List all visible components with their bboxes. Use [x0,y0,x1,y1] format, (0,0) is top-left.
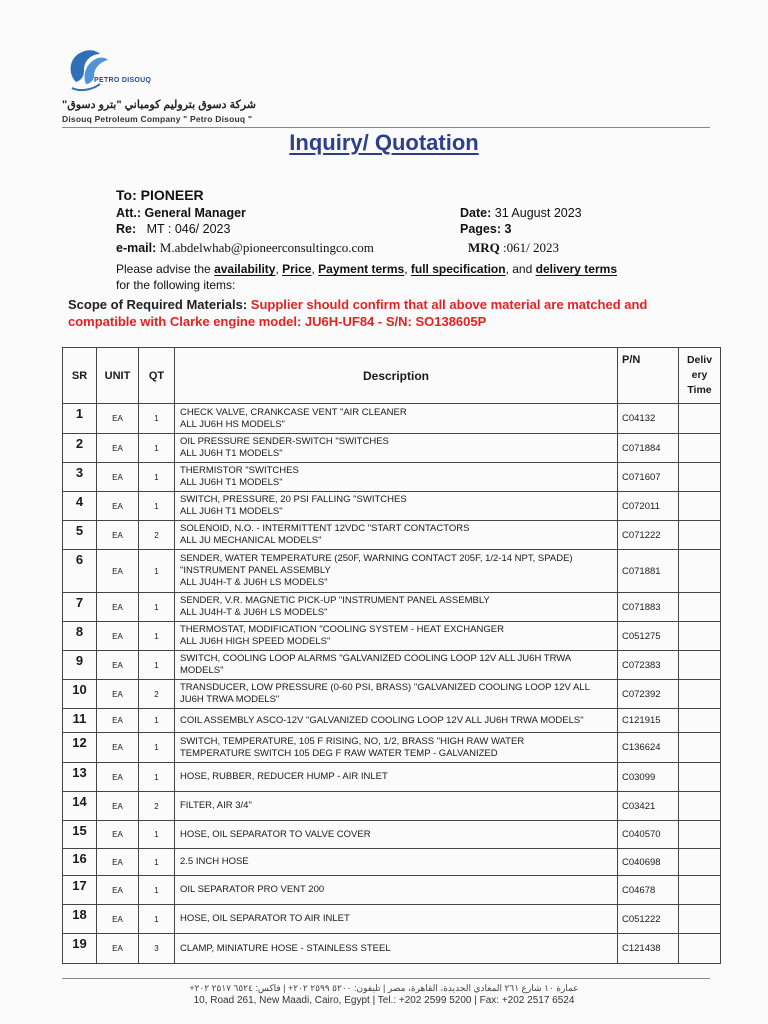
scope-statement: Scope of Required Materials: Supplier should confirm that all above material are matched and compatible with Clarke engine model: JU6H-UF84 - S/N: SO138605P [68,297,648,329]
description-line: COIL ASSEMBLY ASCO-12V "GALVANIZED COOLING LOOP 12V ALL JU6H TRWA MODELS" [180,714,584,726]
header-qt: QT [139,348,175,404]
cell-description [175,492,618,521]
cell-sr: 14 [63,792,97,821]
cell-delivery-time [679,651,721,680]
cell-pn: C051222 [618,905,679,934]
cell-pn: C03421 [618,792,679,821]
cell-sr: 9 [63,651,97,680]
to-line: To: PIONEER [116,187,204,203]
cell-unit: EA [97,434,139,463]
cell-description [175,434,618,463]
cell-unit: EA [97,593,139,622]
company-name-arabic: شركة دسوق بتروليم كومباني "بترو دسوق" [62,99,257,111]
table-row [63,876,721,905]
description-line: HOSE, OIL SEPARATOR TO AIR INLET [180,913,350,924]
cell-sr: 10 [63,680,97,709]
description-line: ALL JU6H HS MODELS" [180,418,285,430]
advise-line: Please advise the availability, Price, Payment terms, full specification, and delivery terms [116,262,617,276]
table-row [63,492,721,521]
pages-line: Pages: 3 [460,222,512,236]
table-row [63,905,721,934]
table-row [63,934,721,964]
description-line: OIL PRESSURE SENDER-SWITCH "SWITCHES [180,436,389,447]
cell-pn: C04678 [618,876,679,905]
description-line: ALL JU MECHANICAL MODELS" [180,535,322,546]
cell-unit: EA [97,521,139,550]
cell-sr: 12 [63,733,97,763]
table-row [63,463,721,492]
table-row [63,849,721,876]
description-line: OIL SEPARATOR PRO VENT 200 [180,884,325,895]
footer-address-arabic: عمارة ١٠ شارع ٢٦١ المعادي الجديدة، القاهرة، مصر | تليفون: ٥٢٠٠ ٢٥٩٩ ٢٠٢+ | فاكس: ٦٥٢٤ ٢٥١٧ ٢٠٢+ [189,983,579,993]
cell-unit: EA [97,792,139,821]
description-line: SWITCH, COOLING LOOP ALARMS "GALVANIZED COOLING LOOP 12V ALL JU6H TRWA [180,653,572,664]
cell-pn: C04132 [618,404,679,434]
cell-description [175,463,618,492]
cell-sr: 18 [63,905,97,934]
cell-pn: C040570 [618,821,679,849]
cell-delivery-time [679,876,721,905]
cell-pn: C121438 [618,934,679,964]
email-line: e-mail: M.abdelwhab@pioneerconsultingco.com [116,240,374,255]
cell-pn: C071607 [618,463,679,492]
cell-description [175,733,618,763]
footer-address-english: 10, Road 261, New Maadi, Cairo, Egypt | Tel.: +202 2599 5200 | Fax: +202 2517 6524 [193,995,575,1006]
cell-delivery-time [679,763,721,792]
description-line: HOSE, RUBBER, REDUCER HUMP - AIR INLET [180,771,388,782]
cell-qt: 1 [139,651,175,680]
cell-pn: C071222 [618,521,679,550]
header-description: Description [175,348,618,404]
cell-qt: 1 [139,593,175,622]
cell-description [175,934,618,964]
cell-sr: 6 [63,550,97,593]
cell-description [175,709,618,733]
cell-qt: 1 [139,434,175,463]
company-name-english: Disouq Petroleum Company " Petro Disouq " [62,114,253,124]
description-line: TRANSDUCER, LOW PRESSURE (0-60 PSI, BRASS) "GALVANIZED COOLING LOOP 12V ALL [180,682,590,693]
cell-description [175,876,618,905]
cell-delivery-time [679,733,721,763]
cell-sr: 15 [63,821,97,849]
cell-unit: EA [97,492,139,521]
logo-brand-text: PETRO DISOUQ [94,77,152,84]
description-line: THERMISTOR "SWITCHES [180,465,299,476]
cell-description [175,849,618,876]
cell-delivery-time [679,593,721,622]
description-line: SENDER, V.R. MAGNETIC PICK-UP "INSTRUMENT PANEL ASSEMBLY [180,595,490,606]
description-line: SOLENOID, N.O. - INTERMITTENT 12VDC "START CONTACTORS [180,523,470,534]
cell-pn: C071884 [618,434,679,463]
description-line: MODELS" [180,665,224,676]
description-line: SENDER, WATER TEMPERATURE (250F, WARNING CONTACT 205F, 1/2-14 NPT, SPADE) [180,553,573,564]
cell-sr: 4 [63,492,97,521]
cell-qt: 1 [139,550,175,593]
table-row [63,622,721,651]
cell-delivery-time [679,905,721,934]
cell-delivery-time [679,622,721,651]
cell-delivery-time [679,821,721,849]
cell-delivery-time [679,492,721,521]
att-line: Att.: General Manager [116,206,246,220]
cell-delivery-time [679,404,721,434]
cell-sr: 7 [63,593,97,622]
following-items-line: for the following items: [116,278,236,292]
cell-qt: 1 [139,905,175,934]
description-line: FILTER, AIR 3/4" [180,800,252,811]
cell-sr: 19 [63,934,97,964]
cell-sr: 1 [63,404,97,434]
table-row [63,709,721,733]
cell-unit: EA [97,876,139,905]
cell-description [175,821,618,849]
cell-unit: EA [97,404,139,434]
cell-pn: C03099 [618,763,679,792]
table-row [63,792,721,821]
description-line: JU6H TRWA MODELS" [180,694,280,705]
cell-qt: 1 [139,622,175,651]
table-row [63,680,721,709]
cell-delivery-time [679,434,721,463]
cell-qt: 1 [139,821,175,849]
table-row [63,521,721,550]
cell-qt: 1 [139,463,175,492]
cell-pn: C051275 [618,622,679,651]
cell-unit: EA [97,622,139,651]
cell-delivery-time [679,550,721,593]
cell-pn: C040698 [618,849,679,876]
table-header-row [63,348,721,404]
re-line: Re: MT : 046/ 2023 [116,222,231,236]
description-line: "INSTRUMENT PANEL ASSEMBLY [180,565,331,576]
cell-unit: EA [97,680,139,709]
description-line: TEMPERATURE SWITCH 105 DEG F RAW WATER TEMP - GALVANIZED [180,747,498,759]
cell-delivery-time [679,709,721,733]
cell-pn: C121915 [618,709,679,733]
cell-description [175,521,618,550]
cell-qt: 1 [139,763,175,792]
cell-qt: 3 [139,934,175,964]
cell-description [175,680,618,709]
cell-description [175,905,618,934]
cell-delivery-time [679,521,721,550]
description-line: ALL JU6H T1 MODELS" [180,477,283,488]
cell-pn: C136624 [618,733,679,763]
email-address[interactable]: M.abdelwhab@pioneerconsultingco.com [159,240,374,255]
cell-sr: 16 [63,849,97,876]
table-row [63,404,721,434]
cell-description [175,763,618,792]
description-line: HOSE, OIL SEPARATOR TO VALVE COVER [180,828,371,840]
cell-qt: 1 [139,709,175,733]
table-row [63,550,721,593]
cell-description [175,593,618,622]
cell-unit: EA [97,934,139,964]
page-title: Inquiry/ Quotation [289,130,479,155]
cell-delivery-time [679,463,721,492]
cell-description [175,404,618,434]
mrq-line: MRQ :061/ 2023 [468,240,560,255]
cell-sr: 13 [63,763,97,792]
cell-unit: EA [97,905,139,934]
table-body [63,404,721,964]
cell-pn: C072011 [618,492,679,521]
description-line: ALL JU6H T1 MODELS" [180,506,283,517]
description-line: ALL JU4H-T & JU6H LS MODELS" [180,577,328,588]
cell-delivery-time [679,792,721,821]
cell-qt: 1 [139,492,175,521]
description-line: CLAMP, MINIATURE HOSE - STAINLESS STEEL [180,942,391,954]
cell-description [175,550,618,593]
cell-sr: 3 [63,463,97,492]
table-row [63,593,721,622]
cell-qt: 2 [139,792,175,821]
cell-qt: 1 [139,733,175,763]
cell-qt: 1 [139,404,175,434]
cell-sr: 17 [63,876,97,905]
materials-table [62,347,721,964]
cell-sr: 11 [63,709,97,733]
description-line: ALL JU6H HIGH SPEED MODELS" [180,636,331,647]
header-unit: UNIT [97,348,139,404]
cell-description [175,622,618,651]
description-line: THERMOSTAT, MODIFICATION "COOLING SYSTEM - HEAT EXCHANGER [180,624,504,635]
cell-qt: 1 [139,849,175,876]
description-line: SWITCH, TEMPERATURE, 105 F RISING, NO, 1/2, BRASS "HIGH RAW WATER [180,735,525,747]
header-pn: P/N [618,348,679,404]
cell-pn: C071881 [618,550,679,593]
cell-delivery-time [679,934,721,964]
cell-sr: 5 [63,521,97,550]
cell-unit: EA [97,849,139,876]
cell-unit: EA [97,709,139,733]
petro-disouq-logo-icon [62,44,182,100]
table-row [63,763,721,792]
cell-description [175,792,618,821]
description-line: ALL JU6H T1 MODELS" [180,448,283,459]
table-row [63,821,721,849]
table-row [63,733,721,763]
cell-pn: C071883 [618,593,679,622]
cell-qt: 1 [139,876,175,905]
header-delivery-time: Deliv ery Time [679,348,721,404]
cell-sr: 2 [63,434,97,463]
cell-unit: EA [97,463,139,492]
cell-qt: 2 [139,521,175,550]
description-line: CHECK VALVE, CRANKCASE VENT "AIR CLEANER [180,406,407,418]
cell-unit: EA [97,733,139,763]
cell-qt: 2 [139,680,175,709]
cell-unit: EA [97,550,139,593]
cell-unit: EA [97,821,139,849]
description-line: 2.5 INCH HOSE [180,856,249,867]
cell-pn: C072392 [618,680,679,709]
date-line: Date: 31 August 2023 [460,206,582,220]
table-row [63,434,721,463]
cell-delivery-time [679,849,721,876]
table-row [63,651,721,680]
description-line: SWITCH, PRESSURE, 20 PSI FALLING "SWITCHES [180,494,407,505]
cell-delivery-time [679,680,721,709]
cell-unit: EA [97,763,139,792]
header-sr: SR [63,348,97,404]
cell-unit: EA [97,651,139,680]
description-line: ALL JU4H-T & JU6H LS MODELS" [180,607,328,618]
footer-divider [62,978,710,979]
cell-sr: 8 [63,622,97,651]
cell-description [175,651,618,680]
cell-pn: C072383 [618,651,679,680]
header-divider [62,127,710,128]
